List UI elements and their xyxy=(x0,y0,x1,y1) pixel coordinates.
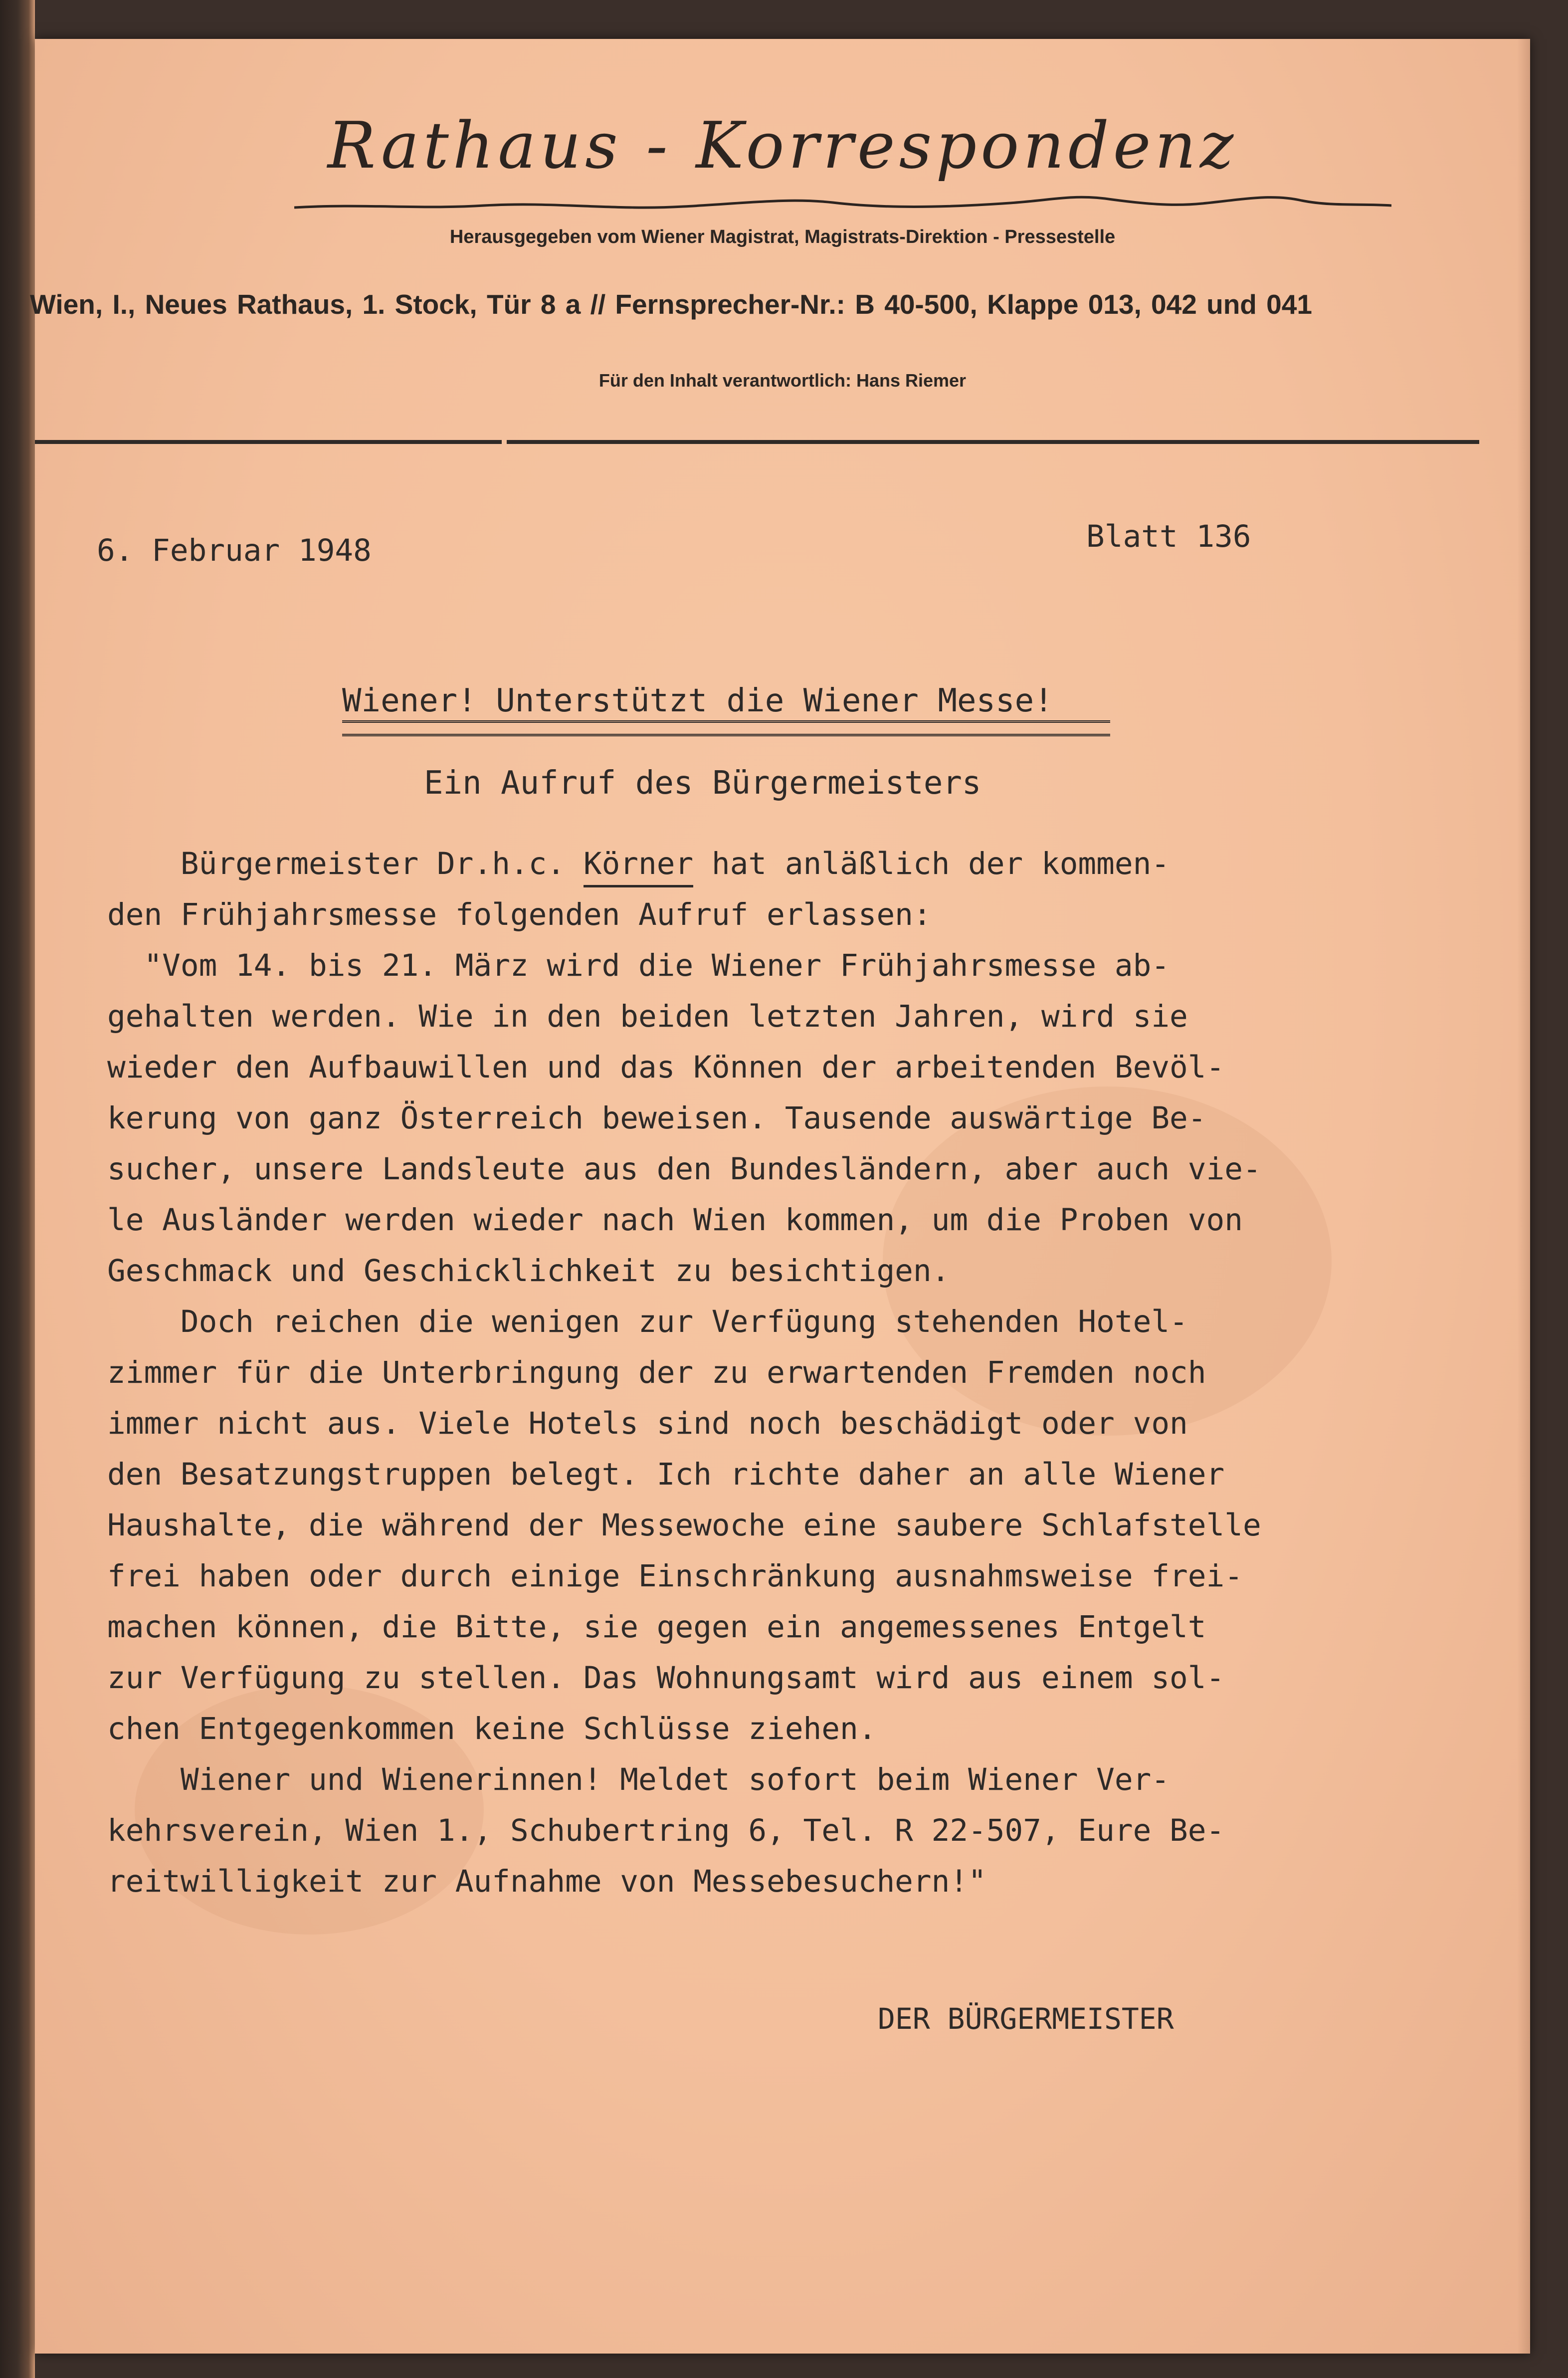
body-line: Wiener und Wienerinnen! Meldet sofort beim Wiener Ver- xyxy=(107,1762,1170,1797)
body-line: den Frühjahrsmesse folgenden Aufruf erlassen: xyxy=(107,897,932,932)
body-line: "Vom 14. bis 21. März wird die Wiener Frühjahrsmesse ab- xyxy=(107,948,1170,983)
document-date: 6. Februar 1948 xyxy=(97,533,372,568)
body-line: gehalten werden. Wie in den beiden letzten Jahren, wird sie xyxy=(107,999,1188,1034)
masthead-title: Rathaus - Korrespondenz xyxy=(327,109,1238,183)
masthead-editor: Für den Inhalt verantwortlich: Hans Riemer xyxy=(598,370,967,391)
article-subheadline: Ein Aufruf des Bürgermeisters xyxy=(424,765,981,802)
body-line: Haushalte, die während der Messewoche eine saubere Schlafstelle xyxy=(107,1508,1261,1543)
body-line: le Ausländer werden wieder nach Wien kommen, um die Proben von xyxy=(107,1202,1243,1238)
header-rule xyxy=(35,440,502,444)
body-line: chen Entgegenkommen keine Schlüsse ziehen. xyxy=(107,1711,877,1746)
headline-underline xyxy=(342,720,1110,736)
signature: DER BÜRGERMEISTER xyxy=(878,2002,1174,2036)
body-line: machen können, die Bitte, sie gegen ein angemessenes Entgelt xyxy=(107,1609,1206,1645)
document-sheet xyxy=(30,39,1530,2354)
body-line: Geschmack und Geschicklichkeit zu besichtigen. xyxy=(107,1253,950,1289)
name-underline xyxy=(584,885,693,887)
masthead-address: Wien, I., Neues Rathaus, 1. Stock, Tür 8 a // Fernsprecher-Nr.: B 40-500, Klappe 013, 042 und 041 xyxy=(30,289,1312,320)
body-line: kehrsverein, Wien 1., Schubertring 6, Tel. R 22-507, Eure Be- xyxy=(107,1813,1225,1848)
header-rule xyxy=(507,440,1479,444)
body-line: immer nicht aus. Viele Hotels sind noch beschädigt oder von xyxy=(107,1406,1188,1441)
book-spine xyxy=(0,0,35,2378)
masthead-publisher: Herausgegeben vom Wiener Magistrat, Magistrats-Direktion - Pressestelle xyxy=(449,226,1116,247)
body-line: den Besatzungstruppen belegt. Ich richte daher an alle Wiener xyxy=(107,1457,1225,1492)
article-headline: Wiener! Unterstützt die Wiener Messe! xyxy=(342,682,1053,719)
body-line: zimmer für die Unterbringung der zu erwartenden Fremden noch xyxy=(107,1355,1206,1390)
body-line: wieder den Aufbauwillen und das Können der arbeitenden Bevöl- xyxy=(107,1050,1225,1085)
masthead-swash-ornament xyxy=(294,189,1391,218)
sheet-number: Blatt 136 xyxy=(1086,519,1251,554)
body-line: sucher, unsere Landsleute aus den Bundesländern, aber auch vie- xyxy=(107,1151,1261,1187)
body-line: Doch reichen die wenigen zur Verfügung stehenden Hotel- xyxy=(107,1304,1188,1339)
body-line: frei haben oder durch einige Einschränkung ausnahmsweise frei- xyxy=(107,1558,1243,1594)
body-line: zur Verfügung zu stellen. Das Wohnungsamt wird aus einem sol- xyxy=(107,1660,1225,1696)
body-line: kerung von ganz Österreich beweisen. Tausende auswärtige Be- xyxy=(107,1100,1206,1136)
body-line: reitwilligkeit zur Aufnahme von Messebesuchern!" xyxy=(107,1864,986,1899)
body-line: Bürgermeister Dr.h.c. Körner hat anläßlich der kommen- xyxy=(107,846,1170,881)
